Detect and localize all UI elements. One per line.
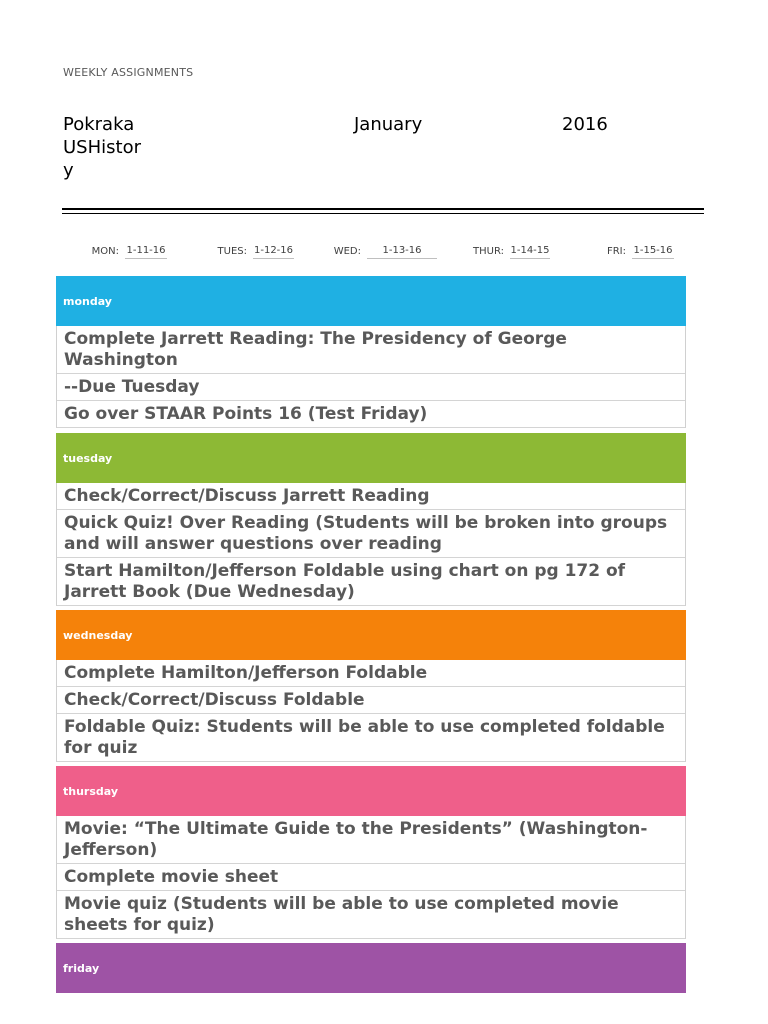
day-block-thursday — [56, 766, 686, 939]
teacher-course-name: Pokraka USHistory — [63, 114, 141, 181]
task-item: Check/Correct/Discuss Foldable — [57, 687, 685, 714]
task-item: Complete movie sheet — [57, 864, 685, 891]
header-rule-thin — [62, 213, 704, 214]
task-item: Complete Hamilton/Jefferson Foldable — [57, 660, 685, 687]
date-value: 1-14-15 — [510, 244, 550, 259]
date-label: TUES: — [217, 246, 247, 257]
day-header-monday: monday — [56, 276, 686, 326]
task-list — [56, 660, 686, 762]
task-list — [56, 816, 686, 939]
day-block-friday — [56, 943, 686, 993]
task-item: --Due Tuesday — [57, 374, 685, 401]
header-rule-thick — [62, 208, 704, 210]
day-block-tuesday — [56, 433, 686, 606]
date-value: 1-13-16 — [367, 244, 437, 259]
date-item-thur — [473, 228, 550, 262]
task-item: Check/Correct/Discuss Jarrett Reading — [57, 483, 685, 510]
day-header-thursday: thursday — [56, 766, 686, 816]
date-item-tues — [217, 228, 294, 262]
date-value: 1-11-16 — [125, 244, 167, 259]
date-label: THUR: — [473, 246, 504, 257]
day-block-wednesday — [56, 610, 686, 762]
date-item-wed — [333, 228, 437, 262]
day-block-monday — [56, 276, 686, 428]
date-item-mon — [91, 228, 167, 262]
day-header-tuesday: tuesday — [56, 433, 686, 483]
dates-row — [0, 228, 768, 262]
day-header-friday: friday — [56, 943, 686, 993]
task-item: Movie: “The Ultimate Guide to the Presidents” (Washington-Jefferson) — [57, 816, 685, 864]
date-item-fri — [606, 228, 674, 262]
task-list — [56, 326, 686, 428]
task-item: Go over STAAR Points 16 (Test Friday) — [57, 401, 685, 428]
date-label: WED: — [333, 246, 361, 257]
kicker-heading: WEEKLY ASSIGNMENTS — [63, 66, 194, 79]
date-label: FRI: — [606, 246, 626, 257]
day-header-wednesday: wednesday — [56, 610, 686, 660]
task-item: Foldable Quiz: Students will be able to use completed foldable for quiz — [57, 714, 685, 762]
task-item: Quick Quiz! Over Reading (Students will be broken into groups and will answer questions over reading — [57, 510, 685, 558]
date-value: 1-12-16 — [253, 244, 294, 259]
date-value: 1-15-16 — [632, 244, 674, 259]
month-label: January — [354, 114, 423, 135]
task-item: Complete Jarrett Reading: The Presidency of George Washington — [57, 326, 685, 374]
task-list — [56, 483, 686, 606]
task-item: Movie quiz (Students will be able to use completed movie sheets for quiz) — [57, 891, 685, 939]
year-label: 2016 — [562, 114, 608, 135]
date-label: MON: — [91, 246, 119, 257]
task-item: Start Hamilton/Jefferson Foldable using chart on pg 172 of Jarrett Book (Due Wednesday) — [57, 558, 685, 606]
